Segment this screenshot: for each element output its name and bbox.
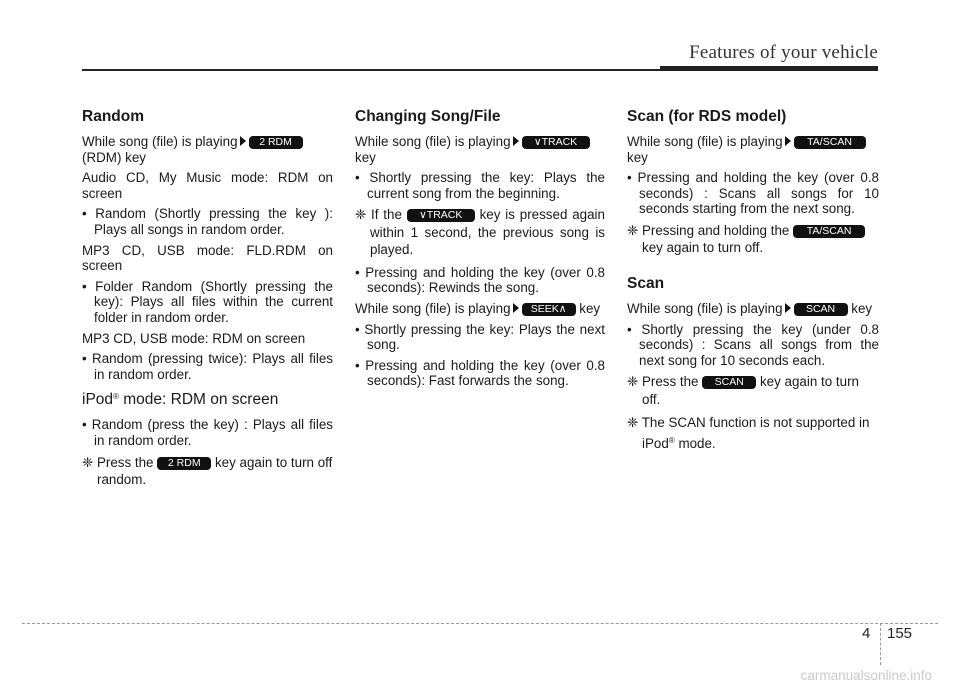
- text: While song (file) is playing: [82, 134, 238, 149]
- bullet-item: • Random (Shortly pressing the key ): Plays all songs in random order.: [82, 206, 333, 237]
- paragraph: [627, 301, 879, 317]
- text: While song (file) is playing: [627, 134, 783, 149]
- page-number: 155: [887, 625, 913, 642]
- text: ❈ If the: [355, 207, 402, 223]
- watermark[interactable]: carmanualsonline.info: [800, 668, 932, 683]
- text: key: [851, 300, 873, 316]
- header-title: Features of your vehicle: [689, 42, 878, 63]
- bullet-item: • Random (press the key) : Plays all files in random order.: [82, 417, 333, 448]
- paragraph: [355, 301, 605, 317]
- section-title-scan-rds: Scan (for RDS model): [627, 108, 787, 125]
- bullet-item: • Pressing and holding the key (over 0.8 seconds) : Scans all songs for 10 seconds starting from the next song.: [627, 170, 879, 217]
- play-arrow-icon: [513, 136, 519, 146]
- track-key-badge: ∨TRACK: [522, 136, 590, 149]
- bullet-item: • Pressing and holding the key (over 0.8 seconds): Fast forwards the song.: [355, 357, 605, 389]
- section-title-changing-song: Changing Song/File: [355, 108, 501, 125]
- text: key: [579, 301, 601, 317]
- header-bar: [660, 66, 878, 71]
- text: While song (file) is playing: [355, 134, 511, 149]
- chapter-number: 4: [862, 625, 871, 642]
- text: While song (file) is playing: [627, 300, 783, 316]
- rdm-key-badge: 2 RDM: [249, 136, 303, 149]
- text: ❈ Press the: [627, 374, 699, 390]
- paragraph: MP3 CD, USB mode: RDM on screen: [82, 330, 306, 346]
- text: key again to turn off random.: [97, 454, 333, 487]
- play-arrow-icon: [785, 136, 791, 146]
- paragraph: [355, 134, 605, 165]
- section-title-ipod: [82, 388, 333, 409]
- text: key: [627, 149, 648, 165]
- bullet-item: • Random (pressing twice): Plays all files in random order.: [82, 351, 333, 382]
- text: key is pressed again within 1 second, the previous song is played.: [370, 207, 605, 258]
- paragraph: [82, 134, 333, 165]
- scan-key-badge: SCAN: [794, 303, 848, 316]
- rdm-key-badge: 2 RDM: [157, 457, 211, 470]
- text: key again to turn off.: [642, 374, 859, 407]
- section-title-scan: Scan: [627, 274, 665, 292]
- bullet-item: • Folder Random (Shortly pressing the key): Plays all files within the current folder in random order.: [82, 278, 333, 325]
- column-changing-song: [355, 108, 605, 394]
- seek-key-badge: SEEK∧: [522, 303, 576, 316]
- play-arrow-icon: [513, 303, 519, 313]
- section-title-random: Random: [82, 108, 144, 125]
- note: [627, 414, 879, 452]
- text: ❈ The SCAN function is not supported in iPod: [627, 415, 870, 451]
- bullet-item: • Shortly pressing the key: Plays the current song from the beginning.: [355, 170, 605, 201]
- bullet-item: • Shortly pressing the key: Plays the next song.: [355, 321, 605, 353]
- bullet-item: • Pressing and holding the key (over 0.8 seconds): Rewinds the song.: [355, 264, 605, 296]
- text: key again to turn off.: [642, 240, 764, 256]
- note: [627, 373, 879, 408]
- registered-mark: ®: [113, 392, 119, 402]
- paragraph: [627, 134, 879, 165]
- text: mode: RDM on screen: [123, 391, 279, 409]
- track-key-badge: ∨TRACK: [407, 209, 475, 222]
- text: iPod: [82, 391, 114, 409]
- note: [627, 222, 879, 257]
- text: key: [355, 149, 376, 165]
- play-arrow-icon: [785, 303, 791, 313]
- text: (RDM) key: [82, 149, 146, 165]
- footer-dashed-rule: [22, 623, 938, 624]
- text: ❈ Press the: [82, 454, 154, 470]
- registered-mark: ®: [668, 435, 675, 445]
- note: [355, 206, 605, 259]
- paragraph: Audio CD, My Music mode: RDM on screen: [82, 170, 333, 201]
- text: While song (file) is playing: [355, 301, 511, 317]
- note: [82, 454, 333, 489]
- column-scan: [627, 108, 879, 458]
- footer-page-separator: [880, 623, 881, 665]
- scan-key-badge: SCAN: [702, 376, 756, 389]
- tascan-key-badge: TA/SCAN: [794, 136, 866, 149]
- text: mode.: [674, 435, 716, 451]
- tascan-key-badge: TA/SCAN: [793, 225, 865, 238]
- paragraph: MP3 CD, USB mode: FLD.RDM on screen: [82, 242, 333, 274]
- play-arrow-icon: [240, 136, 246, 146]
- bullet-item: • Shortly pressing the key (under 0.8 seconds) : Scans all songs from the next song for 10 seconds each.: [627, 321, 879, 368]
- column-random: [82, 108, 333, 495]
- text: ❈ Pressing and holding the: [627, 222, 790, 238]
